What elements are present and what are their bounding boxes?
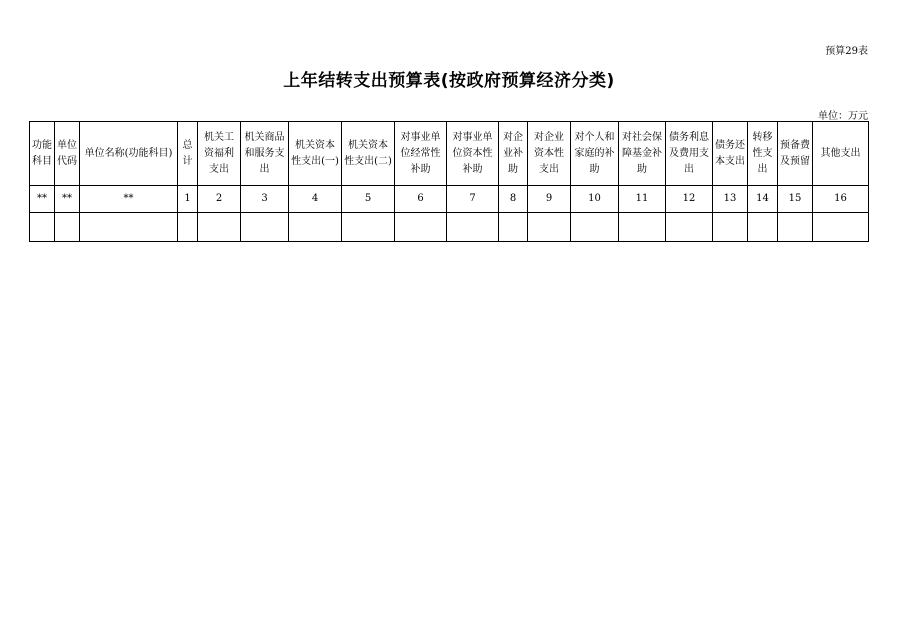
number-cell: 1 <box>178 186 198 213</box>
page-title: 上年结转支出预算表(按政府预算经济分类) <box>283 71 615 91</box>
empty-cell <box>778 213 813 242</box>
empty-cell <box>499 213 528 242</box>
column-header-line: 出 <box>684 163 694 175</box>
column-header <box>447 122 499 186</box>
column-header-line: 资福利 <box>204 147 234 159</box>
number-cell: ** <box>30 186 55 213</box>
column-header-line: 和服务支 <box>244 147 285 159</box>
column-header <box>55 122 80 186</box>
number-cell: 2 <box>198 186 241 213</box>
number-cell: 5 <box>342 186 395 213</box>
column-header <box>528 122 571 186</box>
empty-cell <box>30 213 55 242</box>
column-header-line: 补助 <box>410 163 431 175</box>
column-header-line: 功能 <box>32 139 52 151</box>
column-header-line: 代码 <box>57 155 77 167</box>
number-cell: 7 <box>447 186 499 213</box>
column-header-line: 计 <box>182 155 193 167</box>
column-header <box>813 122 869 186</box>
empty-cell <box>528 213 571 242</box>
number-cell: 9 <box>528 186 571 213</box>
column-header-line: 其他支出 <box>820 147 861 159</box>
column-header-line: 单位 <box>57 139 77 151</box>
form-id: 预算29表 <box>825 46 868 57</box>
column-header-line: 位经常性 <box>400 147 441 159</box>
empty-cell <box>198 213 241 242</box>
empty-cell <box>342 213 395 242</box>
number-cell: 12 <box>666 186 713 213</box>
column-header-line: 对社会保 <box>622 131 662 143</box>
empty-cell <box>178 213 198 242</box>
column-header-line: 性支 <box>752 147 773 159</box>
number-row <box>30 186 869 213</box>
column-header <box>499 122 528 186</box>
column-header-line: 性支出(一) <box>291 155 339 167</box>
column-header-line: 资本性 <box>534 147 564 159</box>
column-header <box>178 122 198 186</box>
column-header-line: 对企业 <box>534 131 564 143</box>
empty-cell <box>241 213 289 242</box>
column-header-line: 对事业单 <box>400 131 441 143</box>
column-header <box>571 122 619 186</box>
empty-cell <box>666 213 713 242</box>
empty-cell <box>447 213 499 242</box>
column-header-line: 机关资本 <box>295 139 335 151</box>
number-cell: 8 <box>499 186 528 213</box>
column-header-line: 障基金补 <box>622 147 662 159</box>
number-cell: 4 <box>289 186 342 213</box>
empty-cell <box>395 213 447 242</box>
budget-table <box>29 121 869 242</box>
column-header-line: 性支出(二) <box>344 155 392 167</box>
column-header-line: 及费用支 <box>669 147 709 159</box>
column-header <box>619 122 666 186</box>
column-header-line: 位资本性 <box>452 147 493 159</box>
empty-cell <box>813 213 869 242</box>
column-header-line: 债务还 <box>715 139 745 151</box>
column-header <box>778 122 813 186</box>
column-header-line: 机关工 <box>204 131 234 143</box>
column-header-line: 支出 <box>539 163 559 175</box>
empty-cell <box>80 213 178 242</box>
unit-label: 单位：万元 <box>818 111 868 122</box>
empty-cell <box>571 213 619 242</box>
column-header-line: 出 <box>757 163 768 175</box>
number-cell: 16 <box>813 186 869 213</box>
number-cell: 3 <box>241 186 289 213</box>
column-header-line: 助 <box>589 163 600 175</box>
column-header-line: 科目 <box>32 155 52 167</box>
column-header-line: 预备费 <box>780 139 810 151</box>
empty-cell <box>289 213 342 242</box>
column-header <box>342 122 395 186</box>
number-cell: 15 <box>778 186 813 213</box>
number-cell: 6 <box>395 186 447 213</box>
column-header-line: 助 <box>637 163 647 175</box>
number-cell: ** <box>80 186 178 213</box>
column-header <box>198 122 241 186</box>
column-header <box>748 122 778 186</box>
column-header-line: 对个人和 <box>574 131 615 143</box>
column-header-line: 补助 <box>462 163 483 175</box>
column-header <box>30 122 55 186</box>
column-header-line: 业补 <box>503 147 523 159</box>
column-header <box>80 122 178 186</box>
empty-row <box>30 213 869 242</box>
number-cell: 11 <box>619 186 666 213</box>
column-header-line: 本支出 <box>715 155 745 167</box>
column-header-line: 债务利息 <box>669 131 709 143</box>
column-header-line: 及预留 <box>780 155 810 167</box>
empty-cell <box>748 213 778 242</box>
column-header-line: 机关资本 <box>348 139 388 151</box>
column-header <box>666 122 713 186</box>
column-header-line: 对事业单 <box>452 131 493 143</box>
number-cell: 13 <box>713 186 748 213</box>
number-cell: 10 <box>571 186 619 213</box>
column-header-line: 家庭的补 <box>574 147 615 159</box>
column-header-line: 转移 <box>752 131 773 143</box>
empty-cell <box>619 213 666 242</box>
column-header-line: 对企 <box>503 131 523 143</box>
empty-cell <box>713 213 748 242</box>
column-header <box>241 122 289 186</box>
number-cell: 14 <box>748 186 778 213</box>
column-header-line: 机关商品 <box>244 131 285 143</box>
column-header-line: 总 <box>182 139 193 151</box>
column-header-line: 助 <box>508 163 518 175</box>
column-header-line: 单位名称(功能科目) <box>84 147 173 159</box>
column-header-line: 出 <box>259 163 270 175</box>
column-header-line: 支出 <box>209 163 229 175</box>
header-row <box>30 122 869 186</box>
empty-cell <box>55 213 80 242</box>
number-cell: ** <box>55 186 80 213</box>
column-header <box>395 122 447 186</box>
column-header <box>289 122 342 186</box>
column-header <box>713 122 748 186</box>
